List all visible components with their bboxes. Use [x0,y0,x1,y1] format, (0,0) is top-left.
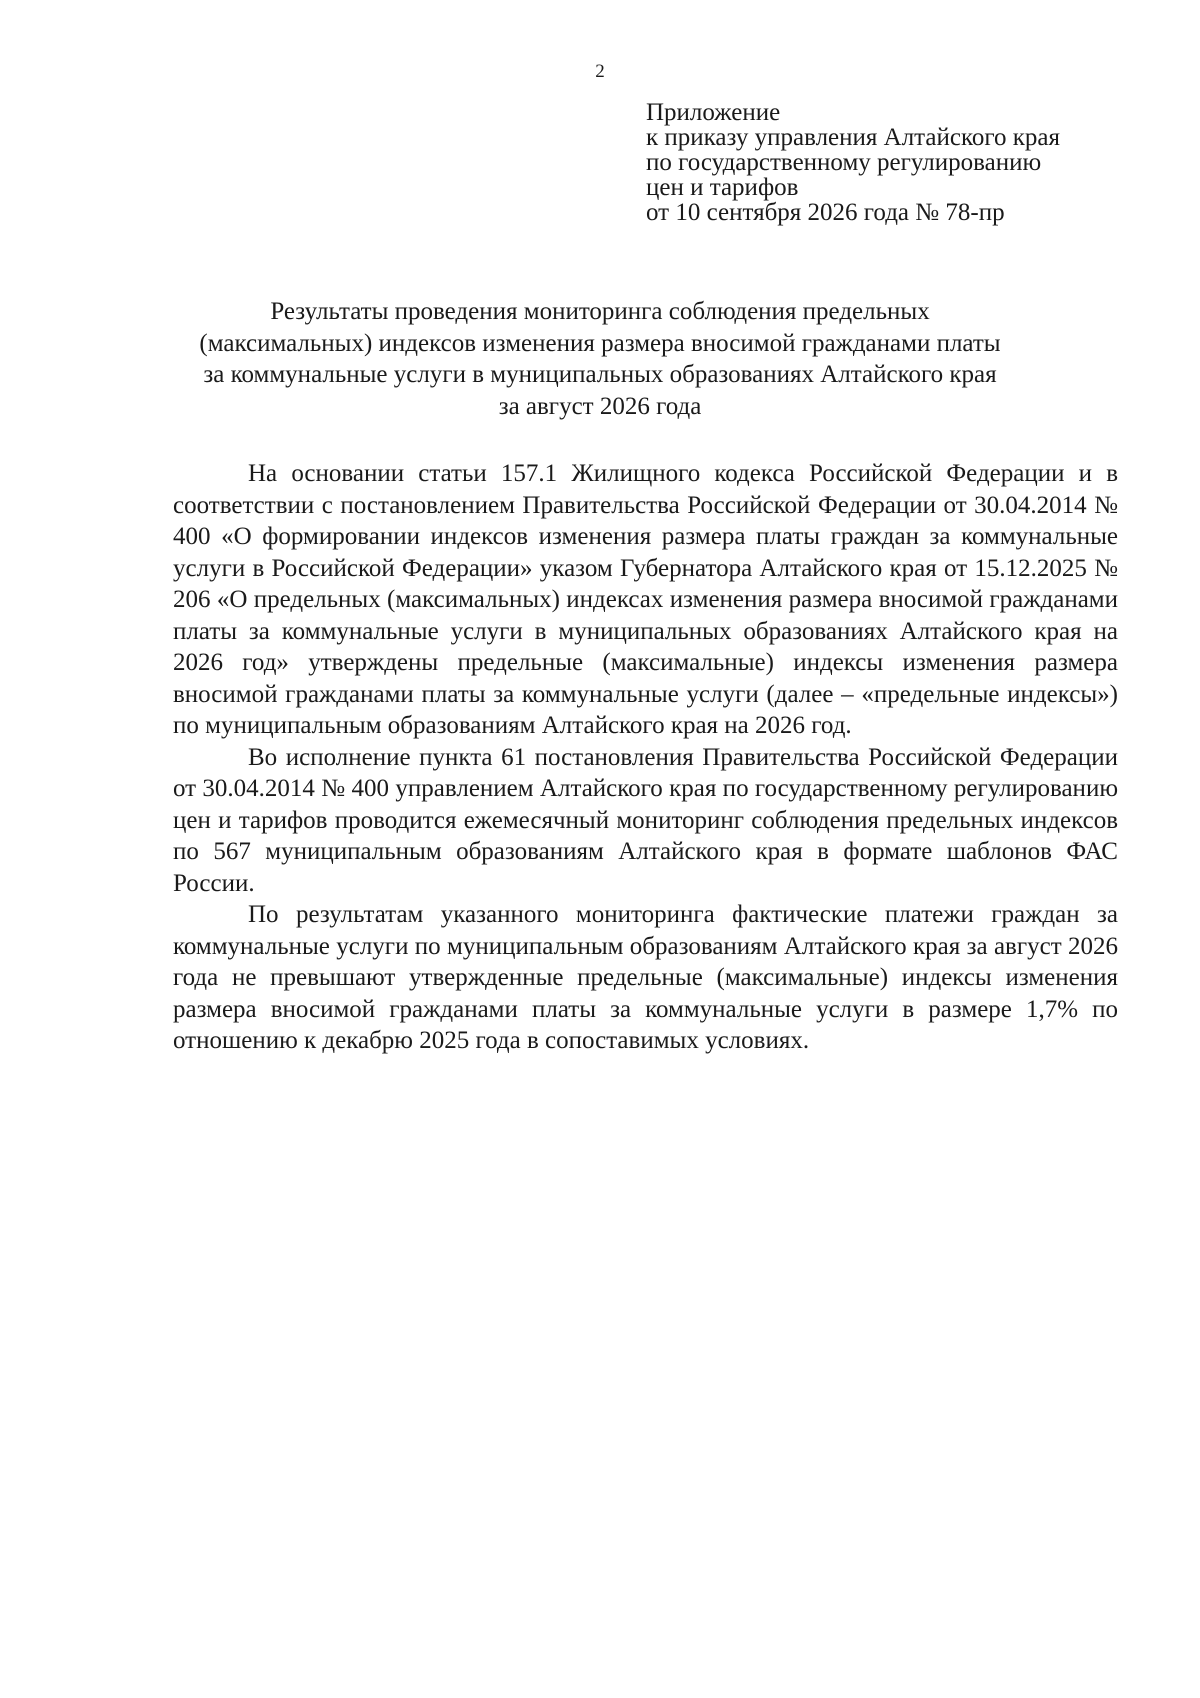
body-paragraph: Во исполнение пункта 61 постановления Правительства Российской Федерации от 30.04.2014 № 400 управлением Алтайского края по государственному регулированию цен и тарифов проводится ежемесячный мониторинг соблюдения предельных индексов по 567 муниципальным образованиям Алтайского края в формате шаблонов ФАС России. [173,743,1118,897]
document-body [173,458,1118,1057]
body-paragraph: На основании статьи 157.1 Жилищного кодекса Российской Федерации и в соответствии с постановлением Правительства Российской Федерации от 30.04.2014 № 400 «О формировании индексов изменения размера платы граждан за коммунальные услуги в Российской Федерации» указом Губернатора Алтайского края от 15.12.2025 № 206 «О предельных (максимальных) индексах изменения размера вносимой гражданами платы за коммунальные услуги в муниципальных образованиях Алтайского края на 2026 год» утверждены предельные (максимальные) индексы изменения размера вносимой гражданами платы за коммунальные услуги (далее – «предельные индексы») по муниципальным образованиям Алтайского края на 2026 год. [173,460,1118,739]
appendix-line: по государственному регулированию [646,149,1042,176]
appendix-line: к приказу управления Алтайского края [646,124,1060,151]
title-line: (максимальных) индексов изменения размера вносимой гражданами платы [199,329,1001,357]
document-title [160,296,1040,422]
title-line: за коммунальные услуги в муниципальных образованиях Алтайского края [203,361,997,388]
page-number: 2 [595,61,605,82]
title-line: Результаты проведения мониторинга соблюдения предельных [270,298,930,325]
appendix-header [646,100,1166,225]
title-line: за август 2026 года [498,392,702,420]
appendix-line: цен и тарифов [646,174,799,201]
appendix-line: Приложение [646,99,781,126]
appendix-line: от 10 сентября 2026 года № 78-пр [646,199,1005,226]
body-paragraph: По результатам указанного мониторинга фактические платежи граждан за коммунальные услуги по муниципальным образованиям Алтайского края за август 2026 года не превышают утвержденные предельные (максимальные) индексы изменения размера вносимой гражданами платы за коммунальные услуги в размере 1,7% по отношению к декабрю 2025 года в сопоставимых условиях. [173,901,1118,1054]
